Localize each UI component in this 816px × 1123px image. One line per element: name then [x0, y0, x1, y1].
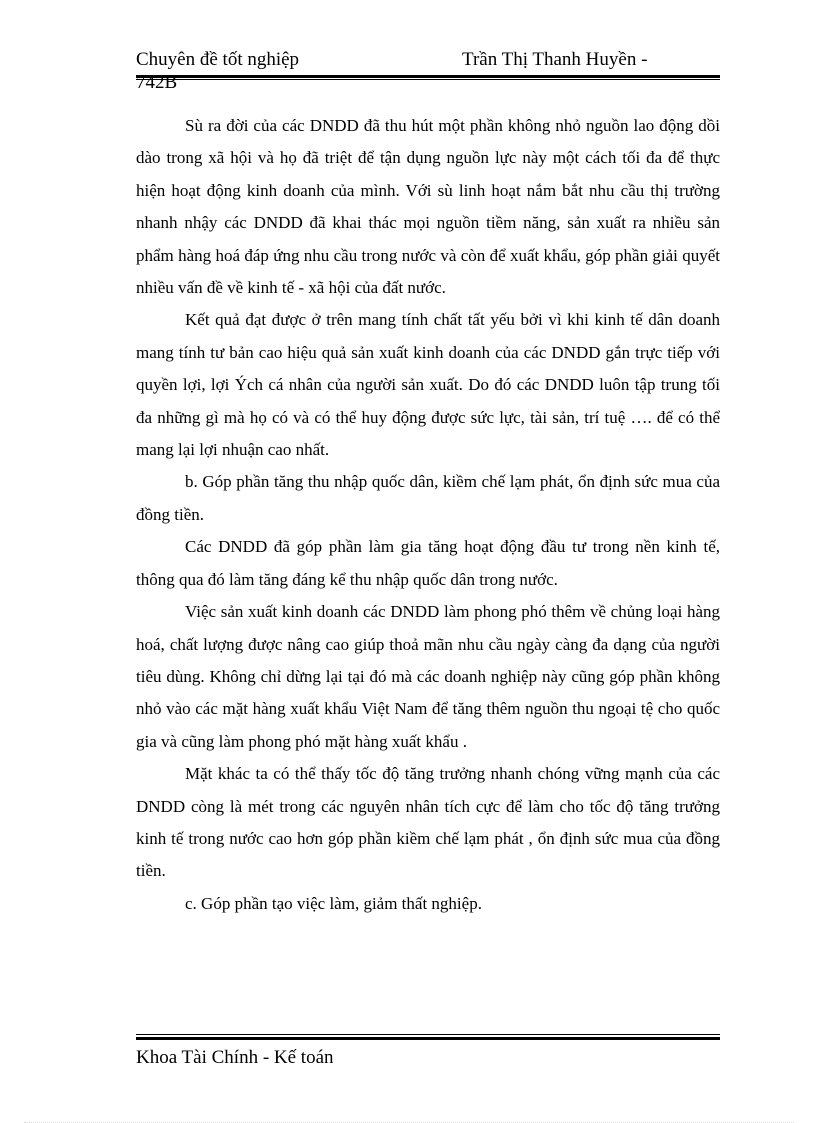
paragraph: Kết quả đạt được ở trên mang tính chất tất yếu bởi vì khi kinh tế dân doanh mang tính tư bản cao hiệu quả sản xuất kinh doanh của các DNDD gắn trực tiếp với quyền lợi, lợi Ých cá nhân của người sản xuất. Do đó các DNDD luôn tập trung tối đa những gì mà họ có và có thể huy động được sức lực, tài sản, trí tuệ …. để có thể mang lại lợi nhuận cao nhất. [136, 310, 720, 460]
paragraph: Các DNDD đã góp phần làm gia tăng hoạt động đầu tư trong nền kinh tế, thông qua đó làm tăng đáng kể thu nhập quốc dân trong nước. [136, 537, 720, 589]
header-thesis-title: Chuyên đề tốt nghiệp [136, 49, 300, 70]
body-text [136, 110, 720, 920]
header-author: Trần Thị Thanh Huyền - [462, 49, 648, 70]
header-rule [136, 75, 720, 80]
page-footer: Khoa Tài Chính - Kế toán [136, 1047, 334, 1068]
page-header [136, 48, 720, 93]
footer-rule [136, 1034, 720, 1040]
header-class-code: 742B [136, 72, 178, 93]
section-heading-c: c. Góp phần tạo việc làm, giảm thất nghiệp. [185, 893, 482, 913]
section-heading-b: b. Góp phần tăng thu nhập quốc dân, kiềm chế lạm phát, ổn định sức mua của đồng tiền. [136, 472, 720, 524]
paragraph: Việc sản xuất kinh doanh các DNDD làm phong phó thêm về chủng loại hàng hoá, chất lượng được nâng cao giúp thoả mãn nhu cầu ngày càng đa dạng của người tiêu dùng. Không chỉ dừng lại tại đó mà các doanh nghiệp này cũng góp phần không nhỏ vào các mặt hàng xuất khẩu Việt Nam để tăng thêm nguồn thu ngoại tệ cho quốc gia và cũng làm phong phó mặt hàng xuất khẩu . [136, 602, 720, 751]
paragraph: Sù ra đời của các DNDD đã thu hút một phần không nhỏ nguồn lao động dồi dào trong xã hội và họ đã triệt để tận dụng nguồn lực này một cách tối đa để thực hiện hoạt động kinh doanh của mình. Với sù linh hoạt nắm bắt nhu cầu thị trường nhanh nhậy các DNDD đã khai thác mọi nguồn tiềm năng, sản xuất ra nhiều sản phẩm hàng hoá đáp ứng nhu cầu trong nước và còn để xuất khẩu, góp phần giải quyết nhiều vấn đề về kinh tế - xã hội của đất nước. [136, 116, 720, 298]
paragraph: Mặt khác ta có thể thấy tốc độ tăng trưởng nhanh chóng vững mạnh của các DNDD còng là mét trong các nguyên nhân tích cực để làm cho tốc độ tăng trưởng kinh tế trong nước cao hơn góp phần kiềm chế lạm phát , ổn định sức mua của đồng tiền. [136, 764, 720, 881]
